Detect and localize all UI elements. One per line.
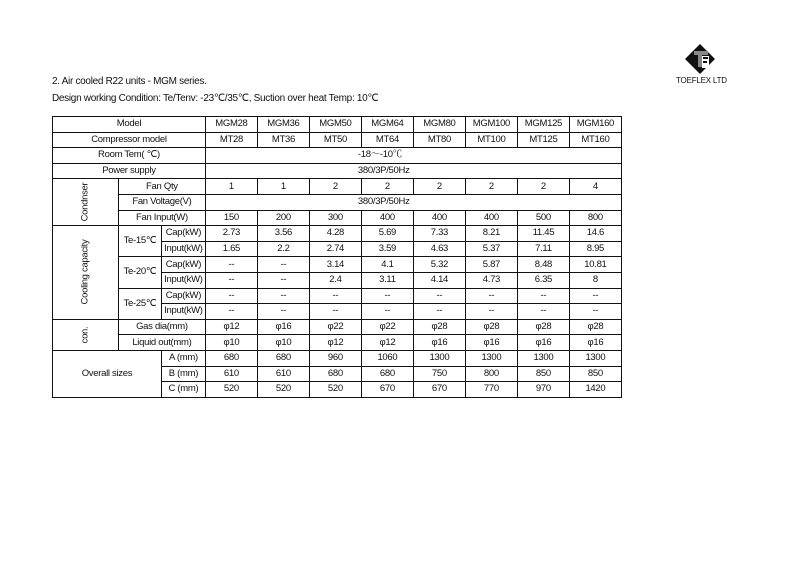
cap-cell: 10.81 xyxy=(569,257,621,273)
input-cell: -- xyxy=(517,304,569,320)
input-cell: 2.4 xyxy=(309,272,361,288)
condenser-group-text: Condnser xyxy=(79,182,91,222)
size-cell: 1300 xyxy=(569,350,621,366)
gas-cell: φ28 xyxy=(413,319,465,335)
size-cell: 520 xyxy=(257,382,309,398)
model-cell: MGM160 xyxy=(569,117,621,133)
connection-group-text: con. xyxy=(79,326,91,344)
cooling-group-text: Cooling capacity xyxy=(79,239,91,305)
size-cell: 610 xyxy=(205,366,257,382)
input-cell: -- xyxy=(413,304,465,320)
row-label: Liquid out(mm) xyxy=(118,335,205,351)
size-label: A (mm) xyxy=(161,350,205,366)
input-cell: 2.2 xyxy=(257,241,309,257)
row-gas xyxy=(53,319,622,335)
row-fan-input xyxy=(53,210,622,226)
cap-cell: -- xyxy=(205,257,257,273)
cap-cell: 4.28 xyxy=(309,226,361,242)
size-cell: 680 xyxy=(205,350,257,366)
fan-input-cell: 400 xyxy=(413,210,465,226)
input-cell: 5.37 xyxy=(465,241,517,257)
fan-input-cell: 200 xyxy=(257,210,309,226)
input-cell: -- xyxy=(257,304,309,320)
size-cell: 770 xyxy=(465,382,517,398)
size-cell: 1060 xyxy=(361,350,413,366)
gas-cell: φ16 xyxy=(257,319,309,335)
row-cap xyxy=(53,257,622,273)
row-fan-qty xyxy=(53,179,622,195)
liquid-cell: φ16 xyxy=(465,335,517,351)
row-liquid xyxy=(53,335,622,351)
power-value: 380/3P/50Hz xyxy=(205,163,621,179)
size-label: C (mm) xyxy=(161,382,205,398)
size-cell: 520 xyxy=(205,382,257,398)
size-cell: 680 xyxy=(361,366,413,382)
input-cell: -- xyxy=(361,304,413,320)
company-name: TOEFLEX LTD xyxy=(676,76,727,85)
fan-input-cell: 300 xyxy=(309,210,361,226)
model-cell: MGM125 xyxy=(517,117,569,133)
fan-input-cell: 400 xyxy=(361,210,413,226)
row-model xyxy=(53,117,622,133)
input-cell: 1.65 xyxy=(205,241,257,257)
row-label: Compressor model xyxy=(53,132,206,148)
size-cell: 1300 xyxy=(413,350,465,366)
gas-cell: φ28 xyxy=(569,319,621,335)
cap-cell: -- xyxy=(517,288,569,304)
spec-table xyxy=(52,116,622,398)
temp-label: Te-20℃ xyxy=(118,257,161,288)
input-cell: 2.74 xyxy=(309,241,361,257)
input-cell: -- xyxy=(569,304,621,320)
input-cell: 4.73 xyxy=(465,272,517,288)
liquid-cell: φ12 xyxy=(309,335,361,351)
compressor-cell: MT80 xyxy=(413,132,465,148)
row-cap xyxy=(53,226,622,242)
fan-voltage-value: 380/3P/50Hz xyxy=(205,194,621,210)
temp-label: Te-25℃ xyxy=(118,288,161,319)
input-cell: 4.14 xyxy=(413,272,465,288)
size-cell: 1300 xyxy=(465,350,517,366)
input-cell: 8.95 xyxy=(569,241,621,257)
size-cell: 610 xyxy=(257,366,309,382)
model-cell: MGM28 xyxy=(205,117,257,133)
design-condition: Design working Condition: Te/Tenv: -23℃/35℃, Suction over heat Temp: 10℃ xyxy=(52,93,379,104)
row-label: Fan Input(W) xyxy=(118,210,205,226)
row-room-temp xyxy=(53,148,622,164)
row-size xyxy=(53,350,622,366)
compressor-cell: MT36 xyxy=(257,132,309,148)
cap-cell: 5.87 xyxy=(465,257,517,273)
input-cell: -- xyxy=(257,272,309,288)
row-label: Fan Voltage(V) xyxy=(118,194,205,210)
cap-cell: 3.14 xyxy=(309,257,361,273)
compressor-cell: MT50 xyxy=(309,132,361,148)
gas-cell: φ12 xyxy=(205,319,257,335)
temp-label: Te-15℃ xyxy=(118,226,161,257)
fan-qty-cell: 2 xyxy=(465,179,517,195)
input-label: Input(kW) xyxy=(161,304,205,320)
cap-cell: 14.6 xyxy=(569,226,621,242)
cap-cell: -- xyxy=(569,288,621,304)
connection-group xyxy=(53,319,119,350)
cap-cell: 2.73 xyxy=(205,226,257,242)
liquid-cell: φ10 xyxy=(205,335,257,351)
fan-qty-cell: 1 xyxy=(257,179,309,195)
cap-cell: -- xyxy=(309,288,361,304)
model-cell: MGM36 xyxy=(257,117,309,133)
cap-cell: 4.1 xyxy=(361,257,413,273)
model-cell: MGM100 xyxy=(465,117,517,133)
fan-input-cell: 800 xyxy=(569,210,621,226)
gas-cell: φ22 xyxy=(361,319,413,335)
input-cell: 6.35 xyxy=(517,272,569,288)
fan-qty-cell: 4 xyxy=(569,179,621,195)
section-heading: 2. Air cooled R22 units - MGM series. xyxy=(52,76,207,87)
sizes-group: Overall sizes xyxy=(53,350,162,397)
size-cell: 960 xyxy=(309,350,361,366)
cap-cell: 3.56 xyxy=(257,226,309,242)
compressor-cell: MT160 xyxy=(569,132,621,148)
cap-cell: 5.69 xyxy=(361,226,413,242)
input-cell: -- xyxy=(205,272,257,288)
cap-cell: -- xyxy=(413,288,465,304)
cap-cell: -- xyxy=(257,288,309,304)
fan-input-cell: 500 xyxy=(517,210,569,226)
row-fan-voltage xyxy=(53,194,622,210)
input-cell: 7.11 xyxy=(517,241,569,257)
input-cell: 3.11 xyxy=(361,272,413,288)
gas-cell: φ22 xyxy=(309,319,361,335)
size-cell: 680 xyxy=(257,350,309,366)
size-cell: 1420 xyxy=(569,382,621,398)
cap-label: Cap(kW) xyxy=(161,226,205,242)
liquid-cell: φ10 xyxy=(257,335,309,351)
compressor-cell: MT100 xyxy=(465,132,517,148)
cap-cell: 5.32 xyxy=(413,257,465,273)
size-cell: 970 xyxy=(517,382,569,398)
fan-qty-cell: 2 xyxy=(413,179,465,195)
cap-cell: -- xyxy=(257,257,309,273)
room-temp-value: -18～-10℃ xyxy=(205,148,621,164)
model-cell: MGM50 xyxy=(309,117,361,133)
row-label: Power supply xyxy=(53,163,206,179)
input-label: Input(kW) xyxy=(161,272,205,288)
fan-input-cell: 150 xyxy=(205,210,257,226)
row-cap xyxy=(53,288,622,304)
liquid-cell: φ16 xyxy=(569,335,621,351)
size-cell: 520 xyxy=(309,382,361,398)
row-label: Fan Qty xyxy=(118,179,205,195)
size-cell: 1300 xyxy=(517,350,569,366)
compressor-cell: MT64 xyxy=(361,132,413,148)
size-cell: 670 xyxy=(413,382,465,398)
input-cell: -- xyxy=(465,304,517,320)
size-label: B (mm) xyxy=(161,366,205,382)
size-cell: 680 xyxy=(309,366,361,382)
fan-qty-cell: 2 xyxy=(309,179,361,195)
row-power xyxy=(53,163,622,179)
gas-cell: φ28 xyxy=(465,319,517,335)
size-cell: 670 xyxy=(361,382,413,398)
condenser-group xyxy=(53,179,119,226)
input-cell: 3.59 xyxy=(361,241,413,257)
row-label: Gas dia(mm) xyxy=(118,319,205,335)
size-cell: 800 xyxy=(465,366,517,382)
fan-qty-cell: 1 xyxy=(205,179,257,195)
input-cell: -- xyxy=(309,304,361,320)
input-cell: 8 xyxy=(569,272,621,288)
cap-cell: -- xyxy=(361,288,413,304)
size-cell: 850 xyxy=(569,366,621,382)
fan-qty-cell: 2 xyxy=(517,179,569,195)
cooling-group xyxy=(53,226,119,320)
input-cell: 4.63 xyxy=(413,241,465,257)
row-compressor xyxy=(53,132,622,148)
liquid-cell: φ16 xyxy=(517,335,569,351)
size-cell: 750 xyxy=(413,366,465,382)
cap-cell: 8.21 xyxy=(465,226,517,242)
cap-cell: 11.45 xyxy=(517,226,569,242)
model-cell: MGM80 xyxy=(413,117,465,133)
fan-input-cell: 400 xyxy=(465,210,517,226)
company-logo xyxy=(685,44,715,74)
cap-cell: -- xyxy=(205,288,257,304)
compressor-cell: MT125 xyxy=(517,132,569,148)
gas-cell: φ28 xyxy=(517,319,569,335)
cap-label: Cap(kW) xyxy=(161,257,205,273)
input-cell: -- xyxy=(205,304,257,320)
model-cell: MGM64 xyxy=(361,117,413,133)
cap-cell: 8.48 xyxy=(517,257,569,273)
row-label: Room Tem( ℃) xyxy=(53,148,206,164)
compressor-cell: MT28 xyxy=(205,132,257,148)
liquid-cell: φ12 xyxy=(361,335,413,351)
row-label: Model xyxy=(53,117,206,133)
cap-cell: -- xyxy=(465,288,517,304)
fan-qty-cell: 2 xyxy=(361,179,413,195)
size-cell: 850 xyxy=(517,366,569,382)
cap-cell: 7.33 xyxy=(413,226,465,242)
input-label: Input(kW) xyxy=(161,241,205,257)
cap-label: Cap(kW) xyxy=(161,288,205,304)
liquid-cell: φ16 xyxy=(413,335,465,351)
